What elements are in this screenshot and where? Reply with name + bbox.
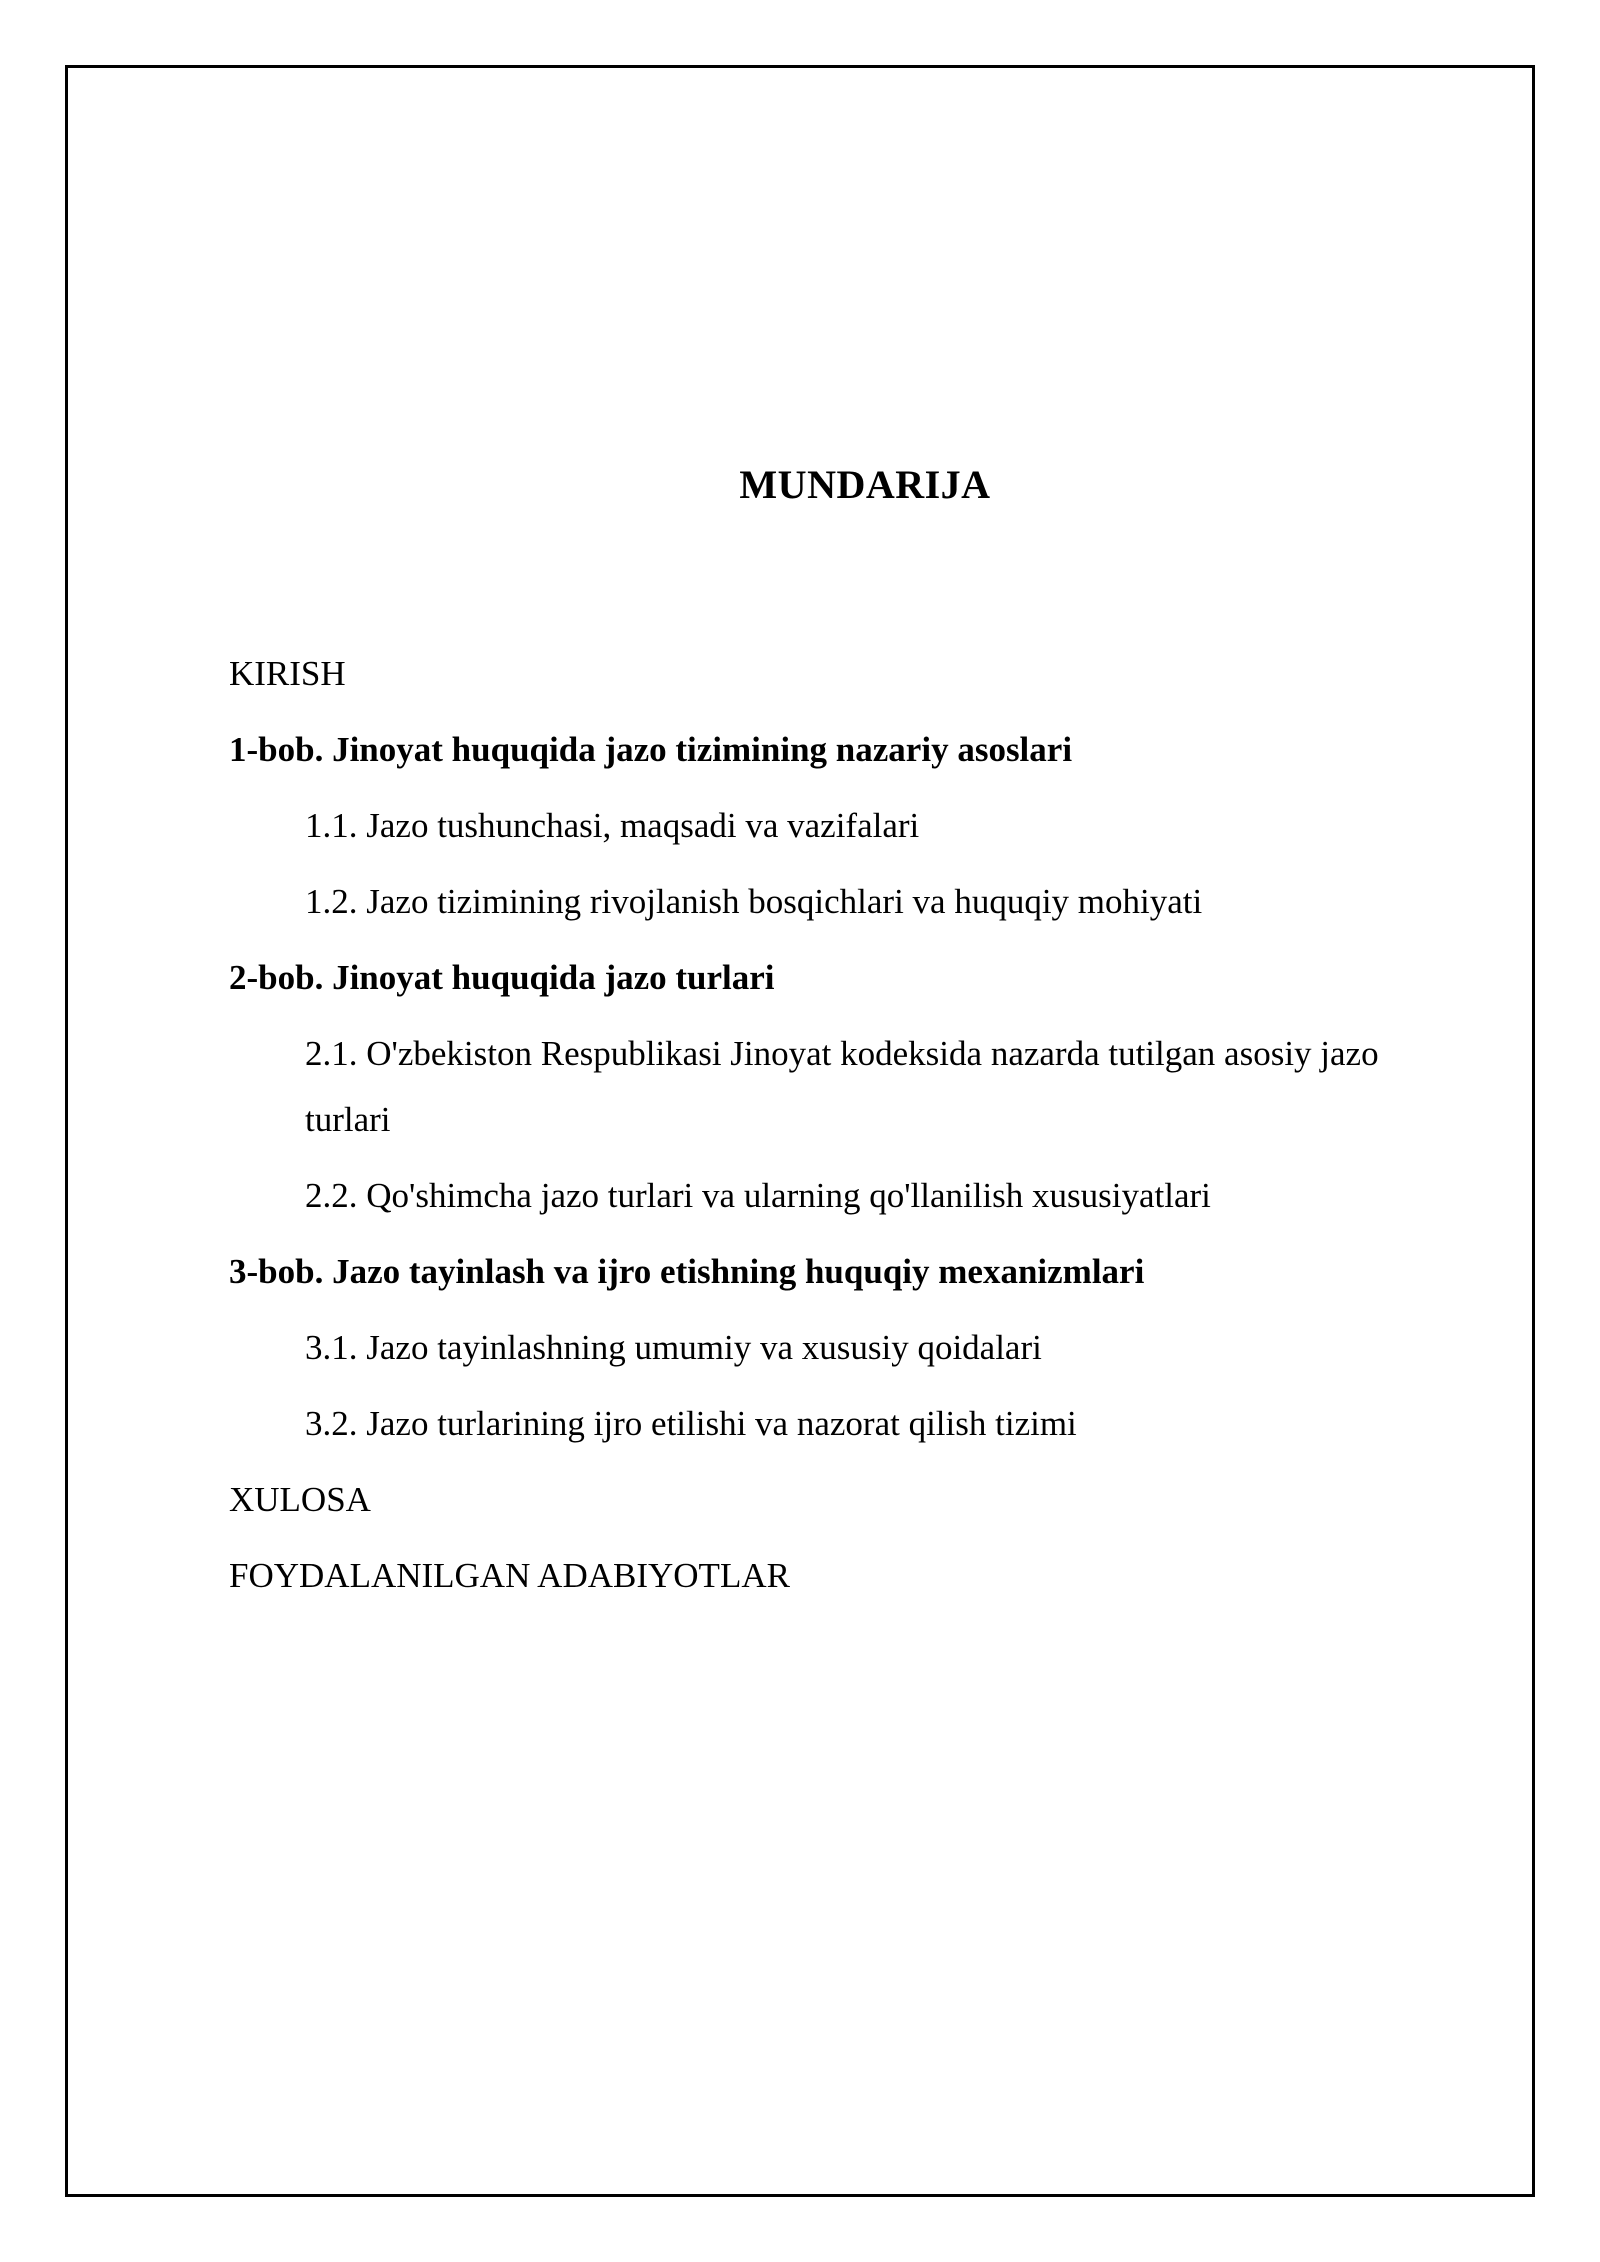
- toc-section-1-1: 1.1. Jazo tushunchasi, maqsadi va vazifalari: [305, 806, 920, 845]
- page-title: MUNDARIJA: [739, 462, 991, 507]
- toc-section-3-2: 3.2. Jazo turlarining ijro etilishi va nazorat qilish tizimi: [305, 1404, 1077, 1443]
- toc-item-references: FOYDALANILGAN ADABIYOTLAR: [229, 1556, 790, 1595]
- toc-item-introduction: KIRISH: [229, 654, 346, 693]
- toc-section-2-1: 2.1. O'zbekiston Respublikasi Jinoyat kodeksida nazarda tutilgan asosiy jazo turlari: [305, 1034, 1379, 1139]
- toc-chapter-3: 3-bob. Jazo tayinlash va ijro etishning huquqiy mexanizmlari: [229, 1252, 1145, 1291]
- toc-chapter-2: 2-bob. Jinoyat huquqida jazo turlari: [229, 958, 775, 997]
- toc-section-2-2: 2.2. Qo'shimcha jazo turlari va ularning qo'llanilish xususiyatlari: [305, 1176, 1211, 1215]
- toc-section-3-1: 3.1. Jazo tayinlashning umumiy va xususiy qoidalari: [305, 1328, 1042, 1367]
- table-of-contents: [229, 641, 1469, 1619]
- toc-section-1-2: 1.2. Jazo tizimining rivojlanish bosqichlari va huquqiy mohiyati: [305, 882, 1203, 921]
- toc-item-conclusion: XULOSA: [229, 1480, 371, 1519]
- toc-chapter-1: 1-bob. Jinoyat huquqida jazo tizimining nazariy asoslari: [229, 730, 1073, 769]
